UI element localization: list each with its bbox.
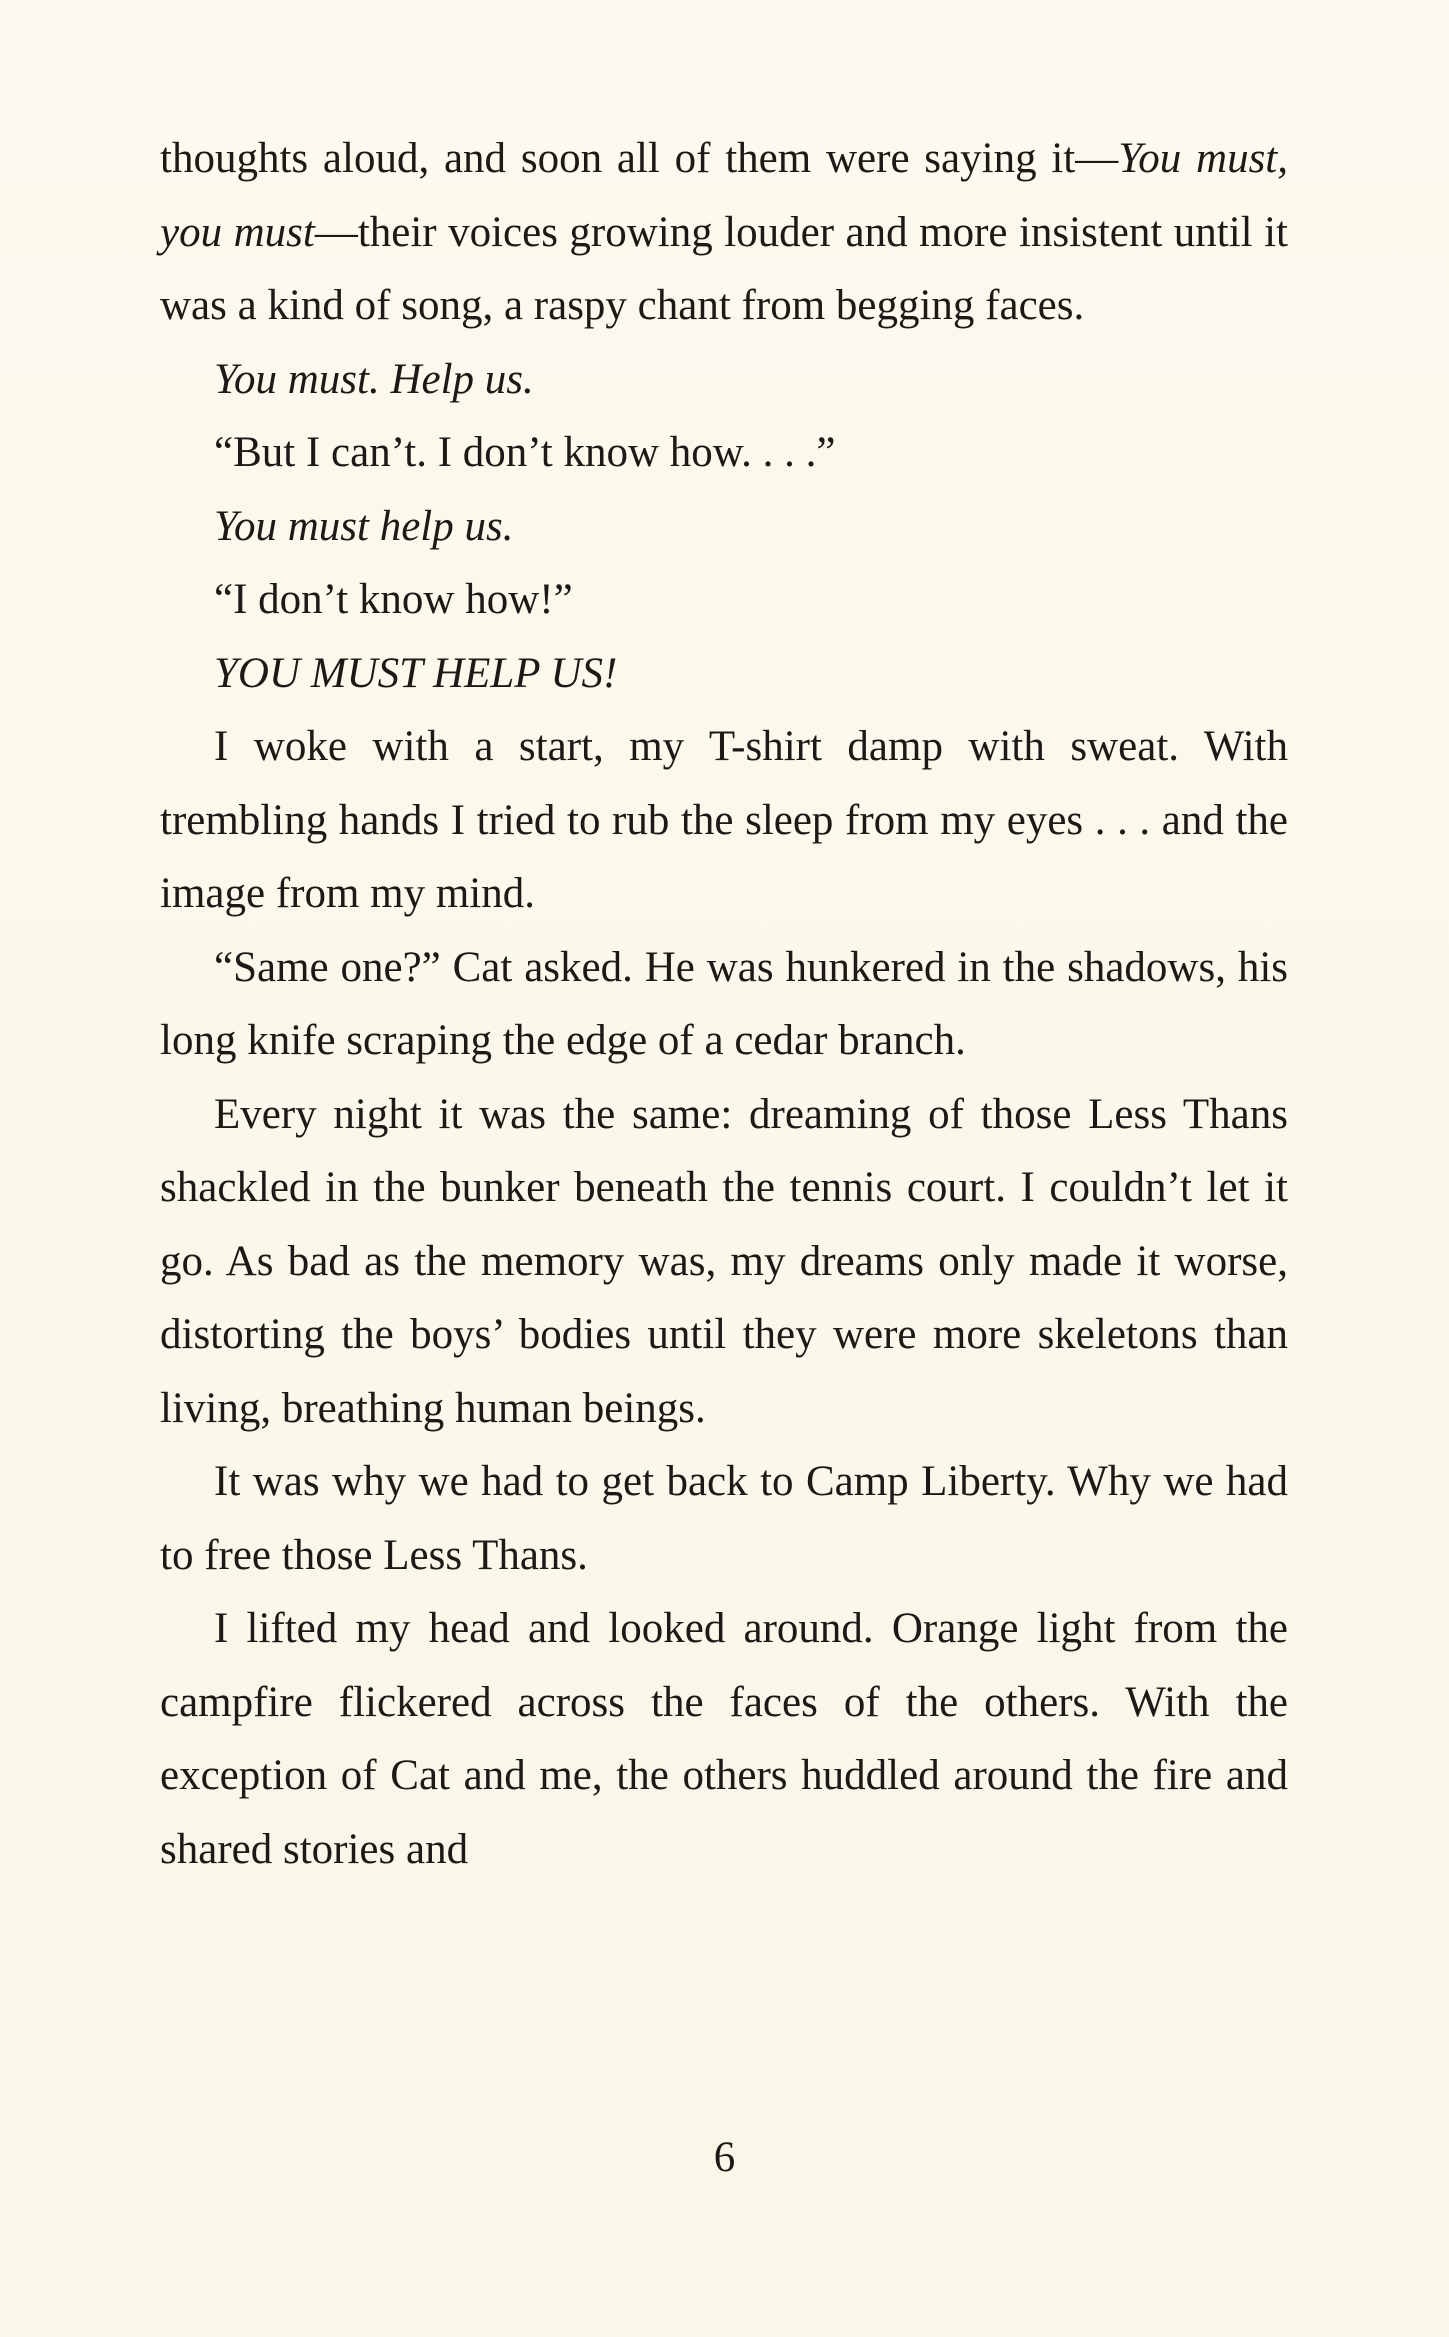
text-segment: It was why we had to get back to Camp Liberty. Why we had to free those Less Thans. xyxy=(160,1458,1288,1579)
text-segment: “Same one?” Cat asked. He was hunkered in the shadows, his long knife scraping the edge of a cedar branch. xyxy=(160,943,1288,1064)
text-segment: Every night it was the same: dreaming of those Less Thans shackled in the bunker beneath the tennis court. I couldn’t let it go. As bad as the memory was, my dreams only made it worse, distorting the boys’ bodies until they were more skeletons than living, breathing human beings. xyxy=(160,1090,1288,1432)
text-segment-italic: You must. Help us. xyxy=(214,355,534,403)
text-segment: —their voices growing louder and more insistent until it was a kind of song, a raspy chant from begging faces. xyxy=(160,208,1288,329)
paragraph-11 xyxy=(160,1592,1288,1886)
paragraph-4 xyxy=(160,490,1288,564)
text-segment: I lifted my head and looked around. Orange light from the campfire flickered across the faces of the others. With the exception of Cat and me, the others huddled around the fire and shared stories and xyxy=(160,1605,1288,1873)
paragraph-5 xyxy=(160,563,1288,637)
paragraph-10 xyxy=(160,1445,1288,1592)
paragraph-7 xyxy=(160,710,1288,931)
text-segment-italic: You must, you must xyxy=(160,135,1288,256)
text-segment: “I don’t know how!” xyxy=(214,576,573,623)
paragraph-2 xyxy=(160,343,1288,417)
page-number: 6 xyxy=(713,2134,736,2181)
text-segment-italic: You must help us. xyxy=(214,502,514,550)
body-text xyxy=(160,122,1288,1886)
text-segment: “But I can’t. I don’t know how. . . .” xyxy=(214,429,836,476)
text-segment: I woke with a start, my T-shirt damp with sweat. With trembling hands I tried to rub the sleep from my eyes . . . and the image from my mind. xyxy=(160,723,1288,917)
text-segment: thoughts aloud, and soon all of them were saying it— xyxy=(160,135,1119,182)
paragraph-6 xyxy=(160,637,1288,711)
paragraph-8 xyxy=(160,931,1288,1078)
paragraph-1 xyxy=(160,122,1288,343)
text-segment-italic: YOU MUST HELP US! xyxy=(214,649,618,697)
paragraph-3 xyxy=(160,416,1288,490)
paragraph-9 xyxy=(160,1078,1288,1446)
